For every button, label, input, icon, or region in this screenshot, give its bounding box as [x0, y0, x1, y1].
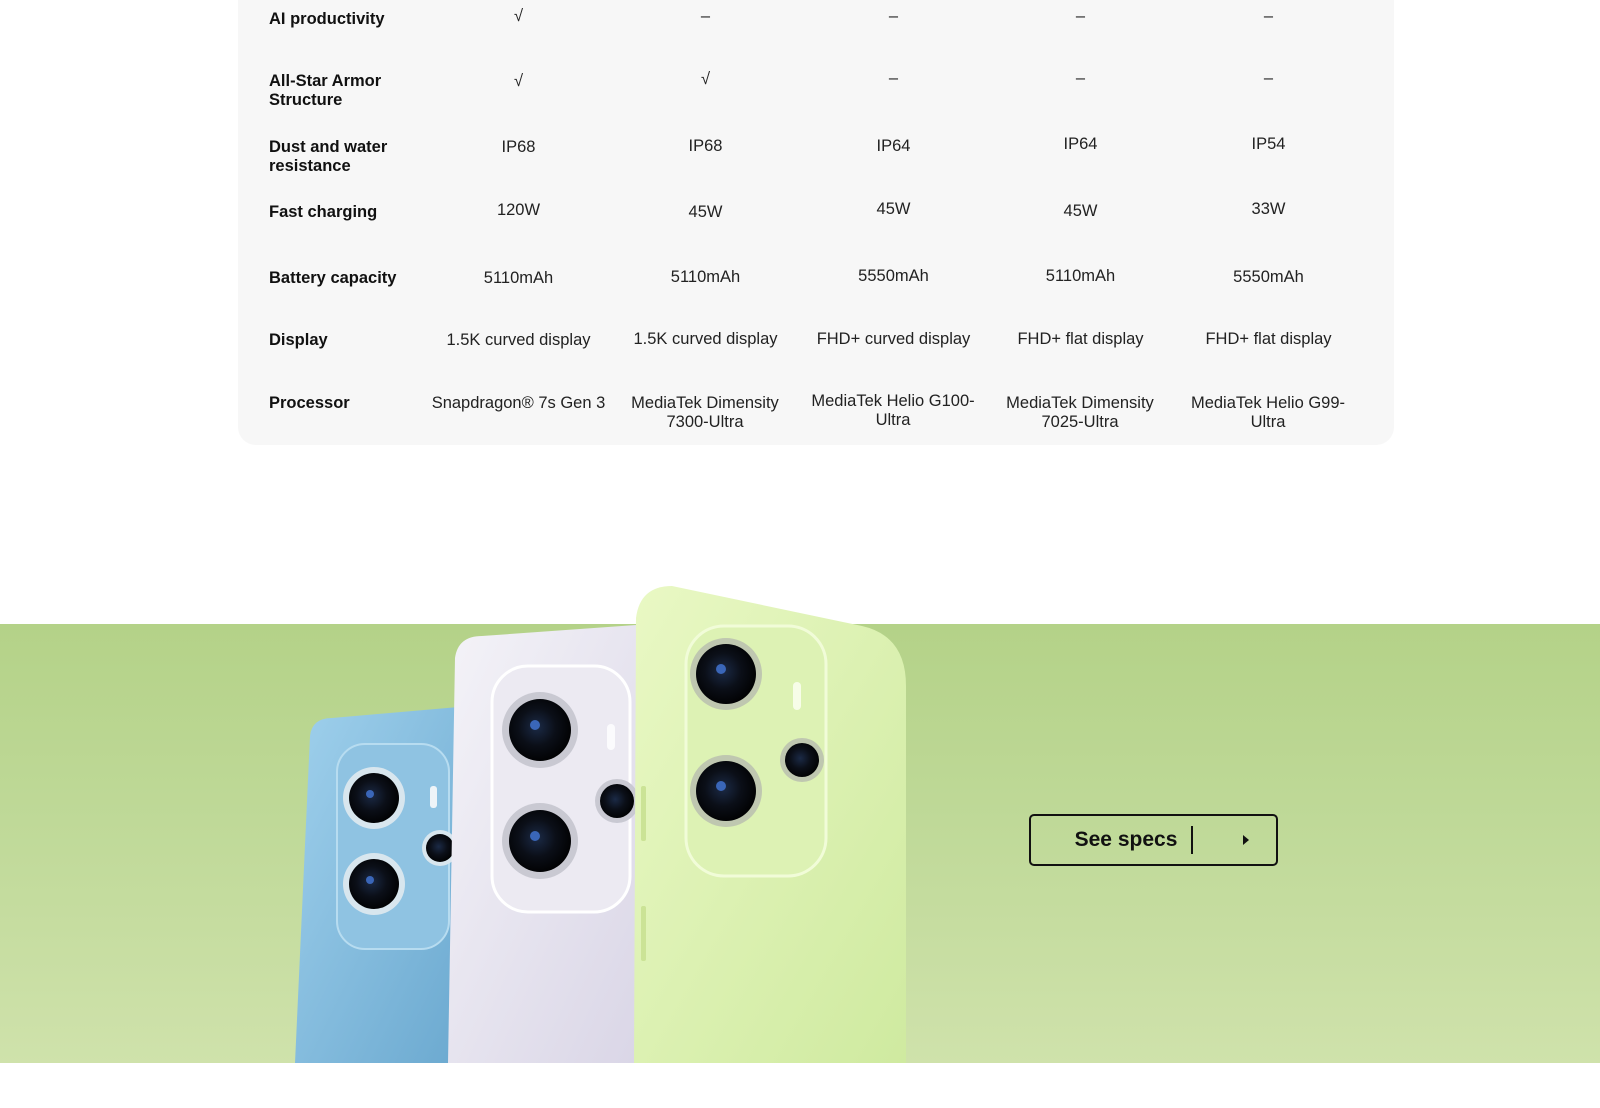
- table-cell: 5110mAh: [1045, 267, 1116, 285]
- row-label: Processor: [269, 394, 350, 412]
- table-cell: –: [1075, 7, 1086, 25]
- table-cell: –: [888, 69, 899, 87]
- table-cell: 120W: [496, 201, 541, 219]
- row-label: Fast charging: [269, 203, 378, 221]
- spec-comparison-table: [238, 0, 1394, 445]
- table-cell: MediaTek Helio G99-Ultra: [1190, 394, 1346, 431]
- table-cell: 5550mAh: [858, 267, 929, 285]
- row-label: Dust and water resistance: [269, 138, 388, 175]
- phone-green: [634, 586, 906, 1063]
- table-row: [238, 376, 1394, 436]
- see-specs-label: See specs: [1074, 828, 1178, 851]
- phone-white: [448, 624, 650, 1063]
- table-cell: –: [700, 7, 711, 25]
- table-cell: √: [700, 70, 711, 88]
- table-cell: 1.5K curved display: [446, 331, 591, 349]
- table-cell: 45W: [688, 203, 723, 221]
- table-row: [238, 250, 1394, 310]
- table-cell: –: [888, 7, 899, 25]
- table-cell: –: [1075, 69, 1086, 87]
- table-cell: Snapdragon® 7s Gen 3: [431, 394, 606, 412]
- table-cell: FHD+ flat display: [1205, 330, 1332, 348]
- table-cell: √: [513, 72, 524, 90]
- table-row: [238, 184, 1394, 244]
- table-cell: 45W: [876, 200, 911, 218]
- table-cell: IP64: [1063, 135, 1098, 153]
- table-cell: 5110mAh: [483, 269, 554, 287]
- table-cell: IP54: [1251, 135, 1286, 153]
- table-cell: 33W: [1251, 200, 1286, 218]
- table-row: [238, 0, 1394, 50]
- table-cell: FHD+ flat display: [1017, 330, 1144, 348]
- row-label: All-Star Armor Structure: [269, 72, 382, 109]
- table-cell: MediaTek Dimensity 7300-Ultra: [631, 394, 779, 431]
- row-label: Display: [269, 331, 328, 349]
- table-cell: MediaTek Helio G100-Ultra: [811, 392, 975, 429]
- table-row: [238, 52, 1394, 112]
- table-cell: 5550mAh: [1233, 268, 1304, 286]
- table-cell: MediaTek Dimensity 7025-Ultra: [1006, 394, 1154, 431]
- row-label: Battery capacity: [269, 269, 397, 287]
- table-cell: –: [1263, 69, 1274, 87]
- table-row: [238, 118, 1394, 178]
- phone-product-image: [0, 586, 1000, 1063]
- table-cell: IP64: [876, 137, 911, 155]
- table-cell: 5110mAh: [670, 268, 741, 286]
- table-cell: 1.5K curved display: [633, 330, 778, 348]
- phone-blue: [295, 706, 470, 1063]
- table-cell: √: [513, 7, 524, 25]
- chevron-right-icon: [1243, 835, 1249, 845]
- button-divider: [1191, 826, 1193, 854]
- table-cell: IP68: [501, 138, 536, 156]
- table-cell: FHD+ curved display: [816, 330, 971, 348]
- table-row: [238, 313, 1394, 373]
- table-cell: 45W: [1063, 202, 1098, 220]
- table-cell: IP68: [688, 137, 723, 155]
- table-cell: –: [1263, 7, 1274, 25]
- row-label: AI productivity: [269, 10, 385, 28]
- see-specs-button[interactable]: [1029, 814, 1278, 866]
